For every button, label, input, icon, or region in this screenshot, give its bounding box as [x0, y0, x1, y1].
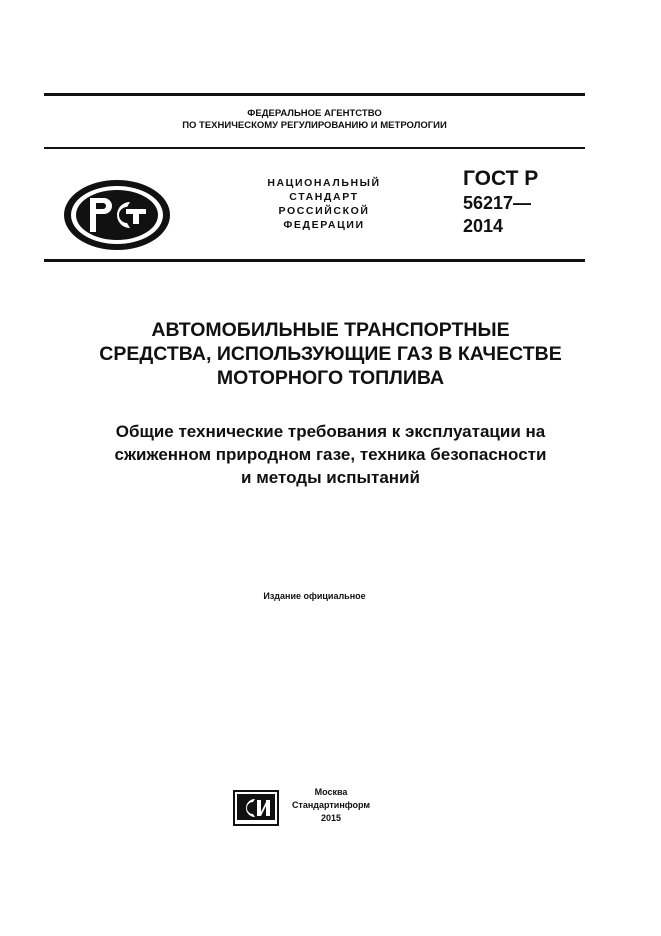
national-standard-caption — [244, 176, 404, 232]
agency-line-1: ФЕДЕРАЛЬНОЕ АГЕНТСТВО — [247, 108, 382, 119]
subtitle-line-3: и методы испытаний — [241, 468, 420, 487]
national-line-2: СТАНДАРТ — [289, 191, 359, 203]
subtitle-line-1: Общие технические требования к эксплуатации на — [115, 422, 546, 441]
standard-block-rule — [44, 259, 585, 262]
subtitle-line-2: сжиженном природном газе, техника безопасности — [114, 445, 547, 464]
agency-line-2: ПО ТЕХНИЧЕСКОМУ РЕГУЛИРОВАНИЮ И МЕТРОЛОГИИ — [182, 120, 447, 131]
document-subtitle — [20, 420, 641, 489]
imprint — [285, 786, 377, 825]
agency-header — [44, 108, 585, 132]
top-rule — [44, 93, 585, 96]
rst-mark-icon — [62, 178, 172, 252]
imprint-city: Москва — [314, 787, 348, 797]
edition-note: Издание официальное — [263, 591, 366, 601]
title-line-2: СРЕДСТВА, ИСПОЛЬЗУЮЩИЕ ГАЗ В КАЧЕСТВЕ — [99, 343, 562, 365]
header-rule — [44, 147, 585, 149]
title-line-1: АВТОМОБИЛЬНЫЕ ТРАНСПОРТНЫЕ — [151, 319, 510, 341]
gost-year: 2014 — [463, 216, 504, 236]
document-title — [20, 318, 641, 390]
imprint-year: 2015 — [320, 813, 342, 823]
gost-designation — [463, 166, 538, 238]
standartinform-logo-icon — [233, 790, 279, 826]
national-line-1: НАЦИОНАЛЬНЫЙ — [267, 177, 381, 189]
title-line-3: МОТОРНОГО ТОПЛИВА — [216, 367, 445, 389]
gost-number: 56217— — [463, 193, 532, 213]
national-line-3: РОССИЙСКОЙ — [278, 205, 370, 217]
national-line-4: ФЕДЕРАЦИИ — [283, 219, 365, 231]
gost-label: ГОСТ Р — [463, 167, 539, 190]
imprint-publisher: Стандартинформ — [291, 800, 371, 810]
